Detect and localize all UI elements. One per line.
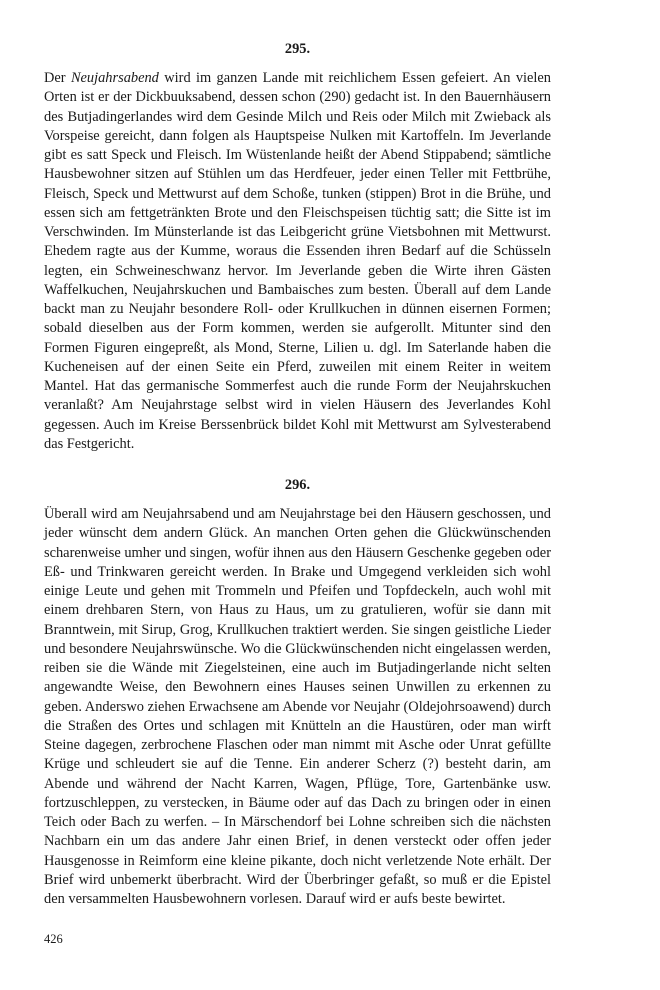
section-295-paragraph (44, 69, 551, 454)
italic-term: Neujahrsabend (70, 70, 159, 86)
paragraph-body-text: wird im ganzen Lande mit reichlichem Essen gefeiert. An vielen Orten ist er der Dickbuuksabend, dessen schon (290) gedacht ist. In den Bauernhäusern des Butjadingerlandes wird dem Gesinde Milch und Reis oder Milch mit Zwieback als Vorspeise gereicht, dann folgen als Hauptspeise Nulken mit Kartoffeln. Im Jeverlande gibt es satt Speck und Fleisch. Im Wüstenlande heißt der Abend Stippabend; sämtliche Hausbewohner sitzen auf Stühlen um das Herdfeuer, jeder einen Teller mit Fettbrühe, Fleisch, Speck und Mettwurst auf dem Schoße, tunken (stippen) Brot in die Brühe, und essen sich am fettgetränkten Brote und den Fleischspeisen tüchtig satt; die Sitte ist im Verschwinden. Im Münsterlande ist das Leibgericht grüne Vietsbohnen mit Mettwurst. Ehedem ragte aus der Kumme, woraus die Essenden ihren Bedarf auf die Schüsseln legten, ein Schweineschwanz hervor. Im Jeverlande geben die Wirte ihren Gästen Waffelkuchen, Neujahrskuchen und Bambaisches zum besten. Überall auf dem Lande backt man zu Neujahr besondere Roll- oder Krullkuchen in dünnen eisernen Formen; sobald dieselben aus der Form kommen, werden sie aufgerollt. Mitunter sind den Formen Figuren eingepreßt, als Mond, Sterne, Lilien u. dgl. Im Saterlande haben die Kucheneisen auf der einen Seite ein Pferd, zuweilen mit einem Reiter in weitem Mantel. Hat das germanische Sommerfest auch die runde Form der Neujahrskuchen veranlaßt? Am Neujahrstage selbst wird in vielen Häusern des Jeverlandes Kohl gegessen. Auch im Kreise Berssenbrück bildet Kohl mit Mettwurst am Sylvesterabend das Festgericht. (44, 70, 551, 452)
section-number-296: 296. (284, 477, 311, 493)
section-296-paragraph: Überall wird am Neujahrsabend und am Neujahrstage bei den Häusern geschossen, und jeder wünscht dem andern Glück. An manchen Orten gehen die Glückwünschenden scharenweise umher und singen, wofür ihnen aus den Häusern Geschenke gegeben oder Eß- und Trinkwaren gereicht werden. In Brake und Umgegend verkleiden sich wohl einige Leute und gehen mit Trommeln und Pfeifen und Topfdeckeln, auch wohl mit einem drehbaren Stern, von Haus zu Haus, um zu gratulieren, wofür sie dann mit Branntwein, mit Sirup, Grog, Krullkuchen traktiert werden. Sie singen geistliche Lieder und besondere Neujahrswünsche. Wo die Glückwünschenden nicht eingelassen werden, reiben sie die Wände mit Ziegelsteinen, eine auch im Butjadingerlande nicht selten angewandte Weise, den Bewohnern eines Hauses seinen Unwillen zu erkennen zu geben. Anderswo ziehen Erwachsene am Abende vor Neujahr (Oldejohrsoawend) durch die Straßen des Ortes und schlagen mit Knütteln an die Haustüren, oder man wirft Steine dagegen, zerbrochene Flaschen oder man nimmt mit Asche oder Unrat gefüllte Krüge und schleudert sie auf die Tenne. Ein anderer Scherz (?) besteht darin, am Abende und während der Nacht Karren, Wagen, Pflüge, Tore, Gartenbänke usw. fortzuschleppen, zu verstecken, in Bäume oder auf das Dach zu bringen oder in einen Teich oder Bach zu werfen. – In Märschendorf bei Lohne schreiben sich die nächsten Nachbarn ein um das andere Jahr einen Brief, in denen versteckt oder offen jeder Hausgenosse in Reimform eine kleine pikante, doch nicht verletzende Note erhält. Der Brief wird unbemerkt überbracht. Wird der Überbringer gefaßt, so muß er die Epistel den versammelten Hausbewohnern vorlesen. Darauf wird er aufs beste bewirtet. (44, 506, 551, 907)
section-number-295: 295. (284, 41, 311, 57)
page-number: 426 (44, 932, 63, 946)
paragraph-lead-text: Der (44, 70, 71, 86)
book-page (44, 40, 551, 909)
section-gap (44, 454, 551, 476)
